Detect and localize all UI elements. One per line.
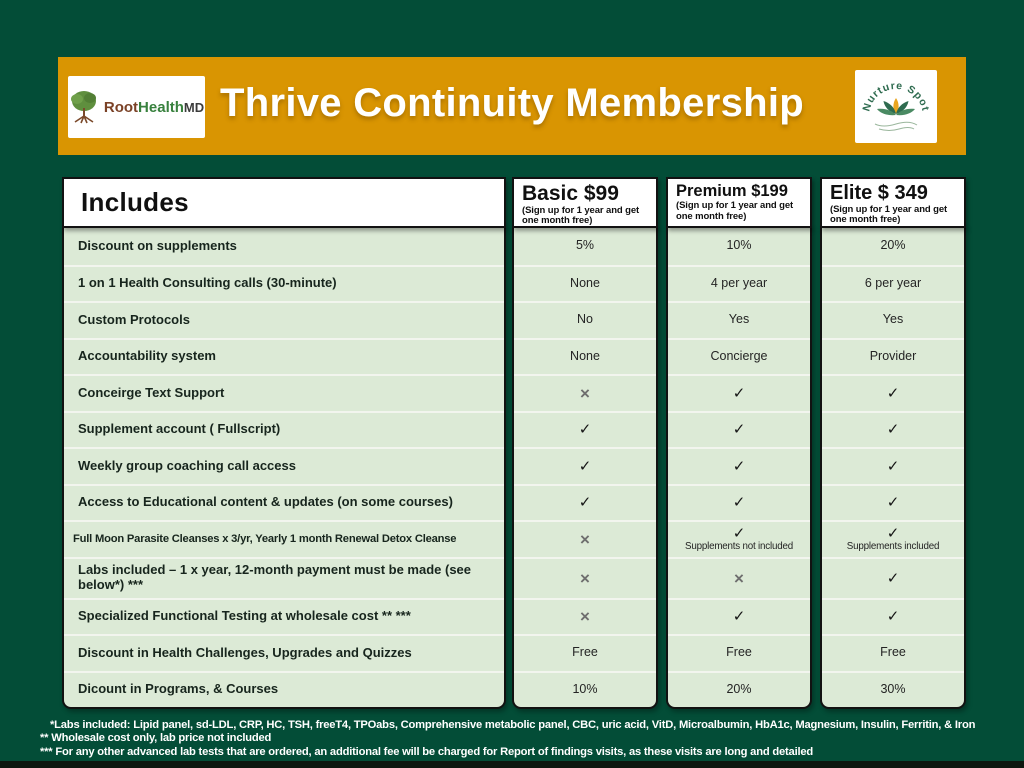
cell-value: Free [726, 645, 752, 660]
cell-value: 20% [880, 238, 906, 253]
check-icon: ✓ [578, 421, 592, 439]
plan-subtitle: (Sign up for 1 year and get one month free) [676, 200, 794, 222]
cell-value: None [570, 348, 600, 363]
check-icon: ✓ [886, 569, 900, 587]
plan-title: Basic $99 [522, 182, 619, 205]
plan-cell [514, 520, 656, 557]
footnote-wholesale: ** Wholesale cost only, lab price not included [40, 732, 272, 745]
plan-cell [514, 671, 656, 708]
feature-label: Labs included – 1 x year, 12-month payment must be made (see below*) *** [64, 557, 504, 598]
plan-cell [822, 671, 964, 708]
plan-cell [822, 374, 964, 411]
plan-subtitle: (Sign up for 1 year and get one month free) [830, 204, 948, 226]
plan-cell [822, 301, 964, 338]
wordmark-root: Root [103, 98, 139, 116]
check-icon: ✓ [732, 421, 746, 439]
check-icon: ✓ [886, 384, 900, 402]
plan-cell [514, 557, 656, 598]
footnote-labs: *Labs included: Lipid panel, sd-LDL, CRP, HC, TSH, freeT4, TPOabs, Comprehensive metabolic panel, CBC, uric acid, VitD, Microalbumin, HbA1c, Magnesium, Insulin, Ferritin, & Iron [50, 719, 976, 731]
check-icon: ✓ [578, 494, 592, 512]
feature-label: 1 on 1 Health Consulting calls (30-minute) [64, 265, 504, 302]
plan-body [820, 226, 966, 709]
header-band [58, 57, 966, 155]
cell-value: Free [572, 645, 598, 660]
wordmark-health: Health [138, 98, 184, 116]
plan-cell [668, 265, 810, 302]
cell-value: 6 per year [864, 275, 922, 290]
cross-icon: × [580, 568, 590, 588]
plan-cell [822, 447, 964, 484]
cell-value: Free [880, 645, 906, 660]
plan-header-basic [512, 177, 658, 228]
bottom-edge-bar [0, 761, 1024, 768]
plan-cell [822, 338, 964, 375]
plan-cell [822, 265, 964, 302]
cell-value: 10% [726, 238, 752, 253]
cross-icon: × [580, 529, 590, 549]
plan-cell [514, 265, 656, 302]
cell-value: 30% [880, 681, 906, 696]
plan-column-elite [820, 177, 966, 709]
plan-cell [668, 484, 810, 521]
cross-icon: × [580, 607, 590, 627]
plan-header-premium [666, 177, 812, 228]
plan-cell [514, 484, 656, 521]
check-icon: ✓ [732, 524, 746, 542]
cell-caption: Supplements included [846, 540, 940, 552]
plan-column-premium [666, 177, 812, 709]
plan-cell [668, 447, 810, 484]
plan-title: Premium $199 [676, 182, 788, 200]
cell-value: Yes [728, 312, 750, 327]
plan-cell [822, 557, 964, 598]
feature-label: Supplement account ( Fullscript) [64, 411, 504, 448]
feature-label: Access to Educational content & updates (on some courses) [64, 484, 504, 521]
tagline-script [875, 122, 917, 130]
footnotes [40, 719, 1015, 759]
plan-cell [668, 374, 810, 411]
check-icon: ✓ [886, 457, 900, 475]
check-icon: ✓ [578, 457, 592, 475]
plan-cell [514, 411, 656, 448]
plan-cell [668, 557, 810, 598]
cell-value: None [570, 275, 600, 290]
cell-value: Yes [882, 312, 904, 327]
plan-cell [514, 338, 656, 375]
cell-value: 20% [726, 681, 752, 696]
feature-label: Discount in Health Challenges, Upgrades and Quizzes [64, 634, 504, 671]
plan-cell [822, 634, 964, 671]
wordmark-md: MD [183, 99, 205, 115]
check-icon: ✓ [732, 457, 746, 475]
cell-value: Concierge [710, 348, 768, 363]
cell-caption: Supplements not included [685, 540, 793, 552]
plan-subtitle: (Sign up for 1 year and get one month free) [522, 205, 640, 227]
feature-label: Full Moon Parasite Cleanses x 3/yr, Yearly 1 month Renewal Detox Cleanse [64, 520, 504, 557]
cell-value: 5% [575, 238, 595, 253]
check-icon: ✓ [732, 384, 746, 402]
plan-cell [668, 634, 810, 671]
cell-value: 10% [572, 681, 598, 696]
cross-icon: × [580, 383, 590, 403]
includes-header: Includes [62, 177, 506, 228]
plan-title: Elite $ 349 [830, 182, 928, 204]
plan-column-basic [512, 177, 658, 709]
plan-cell [668, 520, 810, 557]
plan-body [666, 226, 812, 709]
cell-value: 4 per year [710, 275, 768, 290]
plan-cell [668, 411, 810, 448]
includes-body [62, 226, 506, 709]
footnote-advanced: *** For any other advanced lab tests that are ordered, an additional fee will be charged for Report of findings visits, as these visits are long and detailed [40, 745, 814, 758]
feature-label: Conceirge Text Support [64, 374, 504, 411]
plan-cell [514, 634, 656, 671]
plan-cell [822, 411, 964, 448]
plan-cell [668, 228, 810, 265]
nurture-spot-arc-text: Nurture Spot [860, 79, 932, 113]
check-icon: ✓ [886, 421, 900, 439]
cross-icon: × [734, 568, 744, 588]
plan-cell [822, 228, 964, 265]
plan-cell [668, 671, 810, 708]
plan-cell [514, 447, 656, 484]
page-title: Thrive Continuity Membership [219, 81, 804, 125]
nurture-spot-logo [855, 70, 937, 143]
feature-label: Discount on supplements [78, 237, 237, 253]
plan-cell [668, 338, 810, 375]
check-icon: ✓ [886, 494, 900, 512]
plan-cell [514, 301, 656, 338]
check-icon: ✓ [732, 494, 746, 512]
plan-cell [822, 598, 964, 635]
check-icon: ✓ [886, 524, 900, 542]
cell-value: No [577, 312, 593, 327]
cell-value: Provider [869, 348, 917, 363]
plan-cell [514, 228, 656, 265]
feature-label: Dicount in Programs, & Courses [64, 671, 504, 708]
plan-body [512, 226, 658, 709]
check-icon: ✓ [732, 608, 746, 626]
feature-label: Specialized Functional Testing at wholesale cost ** *** [64, 598, 504, 635]
feature-label: Custom Protocols [64, 301, 504, 338]
plan-cell [514, 598, 656, 635]
plan-cell [822, 520, 964, 557]
plan-cell [514, 374, 656, 411]
feature-label: Accountability system [64, 338, 504, 375]
plan-cell [668, 301, 810, 338]
plan-cell [668, 598, 810, 635]
plan-header-elite [820, 177, 966, 228]
lotus-icon [859, 74, 933, 140]
includes-panel [62, 177, 506, 709]
feature-label: Weekly group coaching call access [64, 447, 504, 484]
plan-cell [822, 484, 964, 521]
check-icon: ✓ [886, 608, 900, 626]
